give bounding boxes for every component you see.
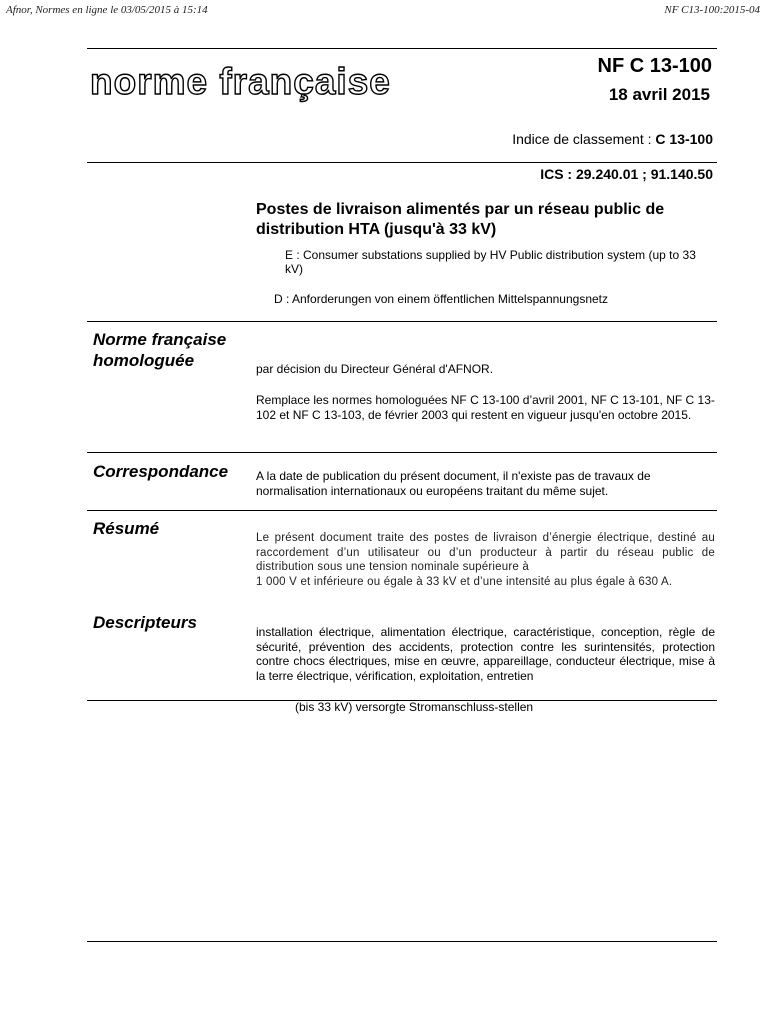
section-rule-homologation	[87, 321, 717, 322]
bottom-rule	[87, 941, 717, 942]
standard-date: 18 avril 2015	[608, 85, 710, 104]
classement-value: C 13-100	[655, 131, 713, 147]
classement-index	[512, 131, 713, 147]
german-title-continued: (bis 33 kV) versorgte Stromanschluss-stellen	[295, 700, 534, 714]
top-rule	[87, 48, 717, 49]
heading-correspondance: Correspondance	[93, 462, 229, 481]
homologation-decision: par décision du Directeur Général d'AFNOR.	[256, 362, 494, 376]
heading-resume: Résumé	[93, 519, 160, 538]
correspondance-text: A la date de publication du présent document, il n'existe pas de travaux de normalisation internationaux ou européens traitant du même sujet.	[256, 469, 651, 498]
english-title: E : Consumer substations supplied by HV Public distribution system (up to 33 kV)	[285, 248, 696, 276]
resume-text-continued: 1 000 V et inférieure ou égale à 33 kV et d’une intensité au plus égale à 630 A.	[256, 576, 673, 588]
brand-wordmark: norme française	[90, 61, 391, 102]
section-rule-resume	[87, 510, 717, 511]
page-header-left: Afnor, Normes en ligne le 03/05/2015 à 15:14	[6, 4, 208, 16]
german-title: D : Anforderungen von einem öffentlichen Mittelspannungsnetz	[274, 292, 608, 306]
document-title: Postes de livraison alimentés par un réseau public de distribution HTA (jusqu'à 33 kV)	[256, 201, 665, 238]
standard-code: NF C 13-100	[597, 55, 712, 77]
page-header-right: NF C13-100:2015-04	[664, 4, 760, 16]
heading-homologation: Norme française homologuée	[93, 330, 227, 370]
heading-descripteurs: Descripteurs	[93, 613, 197, 632]
section-rule-correspondance	[87, 452, 717, 453]
ics-rule	[87, 162, 717, 163]
homologation-replaces: Remplace les normes homologuées NF C 13-100 d’avril 2001, NF C 13-101, NF C 13-102 et NF C 13-103, de février 2003 qui restent en vigueur jusqu'en octobre 2015.	[256, 393, 715, 422]
ics-codes: ICS : 29.240.01 ; 91.140.50	[540, 166, 713, 182]
resume-text: Le présent document traite des postes de livraison d’énergie électrique, destiné au raccordement d’un utilisateur ou d’un producteur à partir du réseau public de distribution sous une tension nominale supérieure à	[256, 532, 715, 573]
descripteurs-text: installation électrique, alimentation électrique, caractéristique, conception, règle de sécurité, prévention des accidents, protection contre les surintensités, protection contre chocs électriques, mise en œuvre, appareillage, conducteur électrique, mise à la terre électrique, vérification, exploitation, entretien	[256, 625, 715, 683]
classement-label: Indice de classement :	[512, 131, 656, 147]
